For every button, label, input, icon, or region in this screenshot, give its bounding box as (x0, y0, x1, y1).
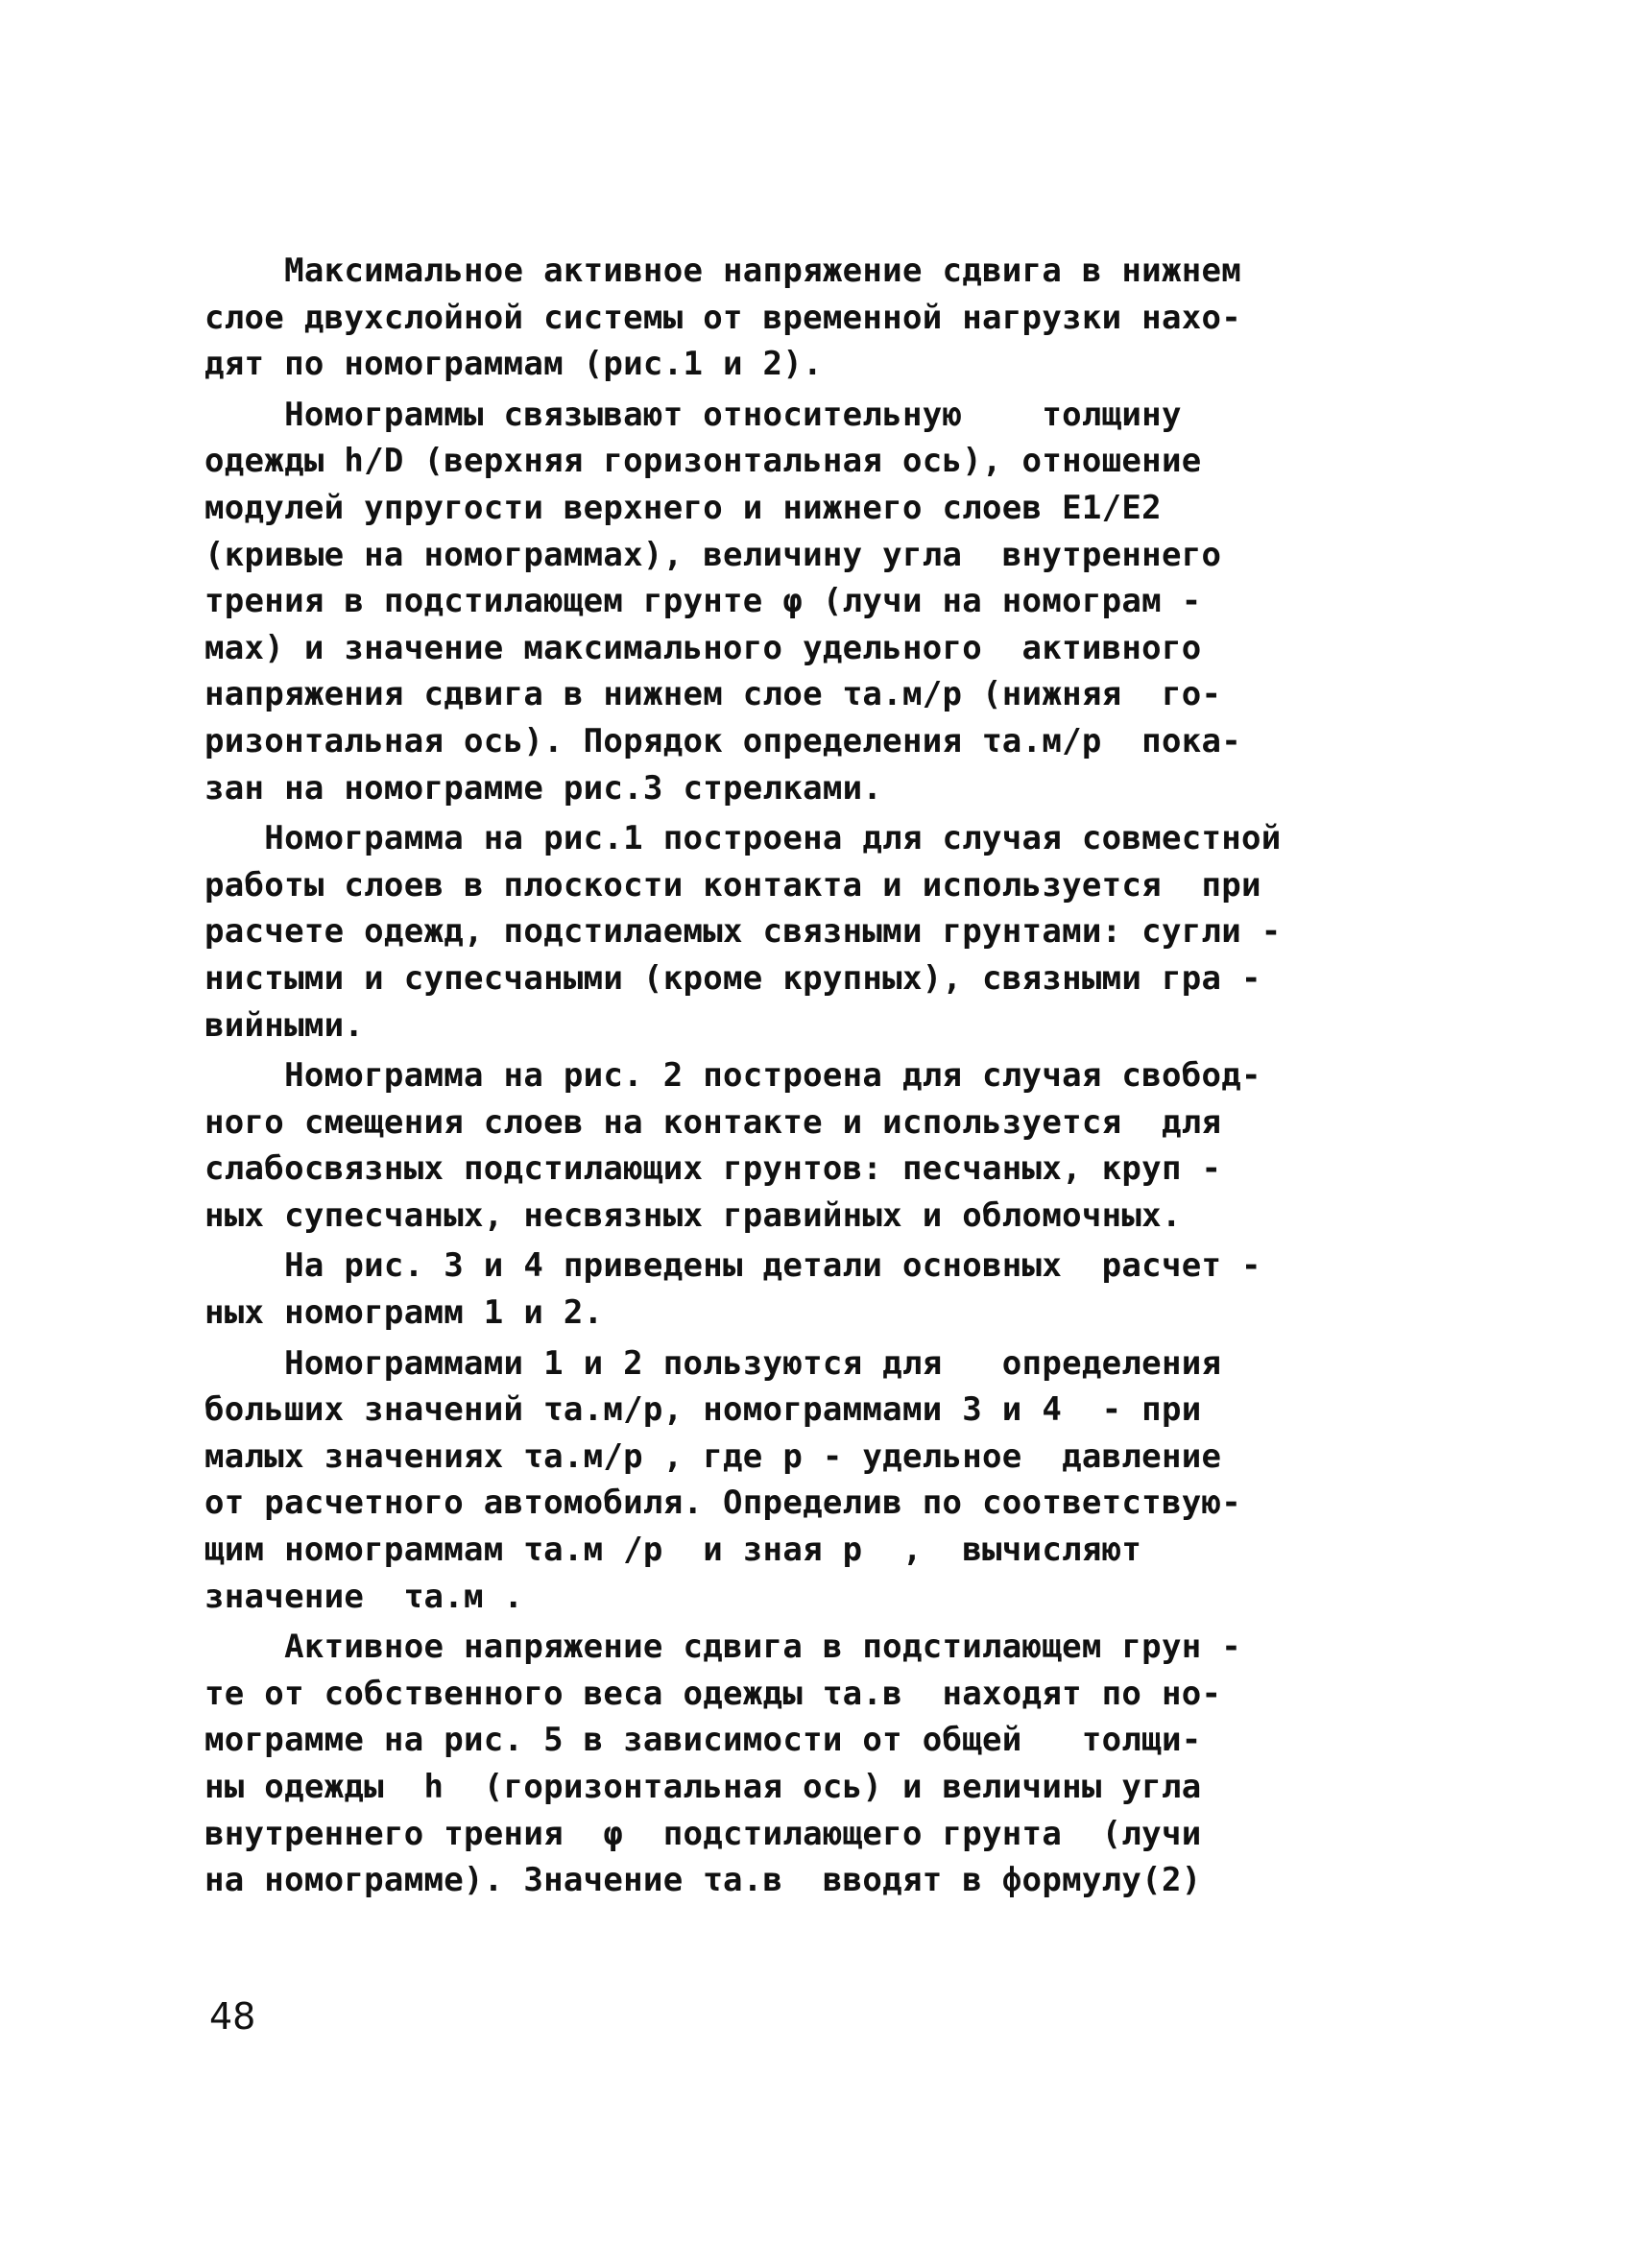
text-line: работы слоев в плоскости контакта и используется при (204, 865, 1261, 905)
text-line: Номограммами 1 и 2 пользуются для определения (204, 1343, 1222, 1383)
paragraph-5 (204, 1243, 1443, 1336)
text-line: ных номограмм 1 и 2. (204, 1293, 604, 1333)
text-line: ного смещения слоев на контакте и используется для (204, 1102, 1222, 1142)
text-line: значение τа.м . (204, 1577, 524, 1616)
paragraph-6 (204, 1340, 1443, 1621)
text-line: расчете одежд, подстилаемых связными грунтами: сугли - (204, 912, 1282, 952)
text-line: Активное напряжение сдвига в подстилающем грун - (204, 1628, 1242, 1667)
paragraph-3 (204, 815, 1443, 1049)
text-line: Максимальное активное напряжение сдвига в нижнем (204, 252, 1242, 290)
text-line: (кривые на номограммах), величину угла внутреннего (204, 535, 1222, 574)
paragraph-7 (204, 1624, 1443, 1904)
body-text (204, 248, 1443, 1908)
text-line: те от собственного веса одежды τа.в находят по но- (204, 1674, 1222, 1713)
text-line: трения в подстилающем грунте φ (лучи на номограм - (204, 582, 1202, 621)
text-line: щим номограммам τа.м /p и зная p , вычисляют (204, 1531, 1142, 1570)
text-line: одежды h/D (верхняя горизонтальная ось), отношение (204, 442, 1202, 481)
text-line: Номограммы связывают относительную толщину (204, 395, 1182, 434)
text-line: на номограмме). Значение τа.в вводят в формулу(2) (204, 1861, 1202, 1900)
text-line: внутреннего трения φ подстилающего грунта (лучи (204, 1814, 1202, 1853)
text-line: малых значениях τа.м/p , где p - удельное давление (204, 1436, 1222, 1476)
text-line: мограмме на рис. 5 в зависимости от общей толщи- (204, 1721, 1202, 1760)
paragraph-4 (204, 1052, 1443, 1239)
text-line: На рис. 3 и 4 приведены детали основных расчет - (204, 1246, 1261, 1286)
text-line: слое двухслойной системы от временной нагрузки нахо- (204, 298, 1242, 337)
text-line: больших значений τа.м/p, номограммами 3 и 4 - при (204, 1390, 1202, 1430)
text-line: ных супесчаных, несвязных гравийных и обломочных. (204, 1195, 1182, 1235)
text-line: вийными. (204, 1005, 365, 1045)
paragraph-1 (204, 248, 1443, 388)
text-line: Номограмма на рис.1 построена для случая совместной (204, 819, 1282, 858)
text-line: дят по номограммам (рис.1 и 2). (204, 345, 823, 384)
text-line: модулей упругости верхнего и нижнего слоев E1/E2 (204, 488, 1162, 527)
text-line: ны одежды h (горизонтальная ось) и величины угла (204, 1768, 1202, 1806)
text-line: нистыми и супесчаными (кроме крупных), связными гра - (204, 958, 1261, 998)
text-line: напряжения сдвига в нижнем слое τа.м/p (нижняя го- (204, 675, 1222, 714)
paragraph-2 (204, 392, 1443, 811)
text-line: ризонтальная ось). Порядок определения τа.м/p пока- (204, 721, 1242, 760)
text-line: Номограмма на рис. 2 построена для случая свобод- (204, 1056, 1261, 1096)
text-line: зан на номограмме рис.3 стрелками. (204, 768, 883, 808)
text-line: мах) и значение максимального удельного активного (204, 628, 1202, 667)
page-number: 48 (209, 1995, 256, 2038)
text-line: от расчетного автомобиля. Определив по соответствую- (204, 1484, 1242, 1523)
text-line: слабосвязных подстилающих грунтов: песчаных, круп - (204, 1149, 1222, 1189)
